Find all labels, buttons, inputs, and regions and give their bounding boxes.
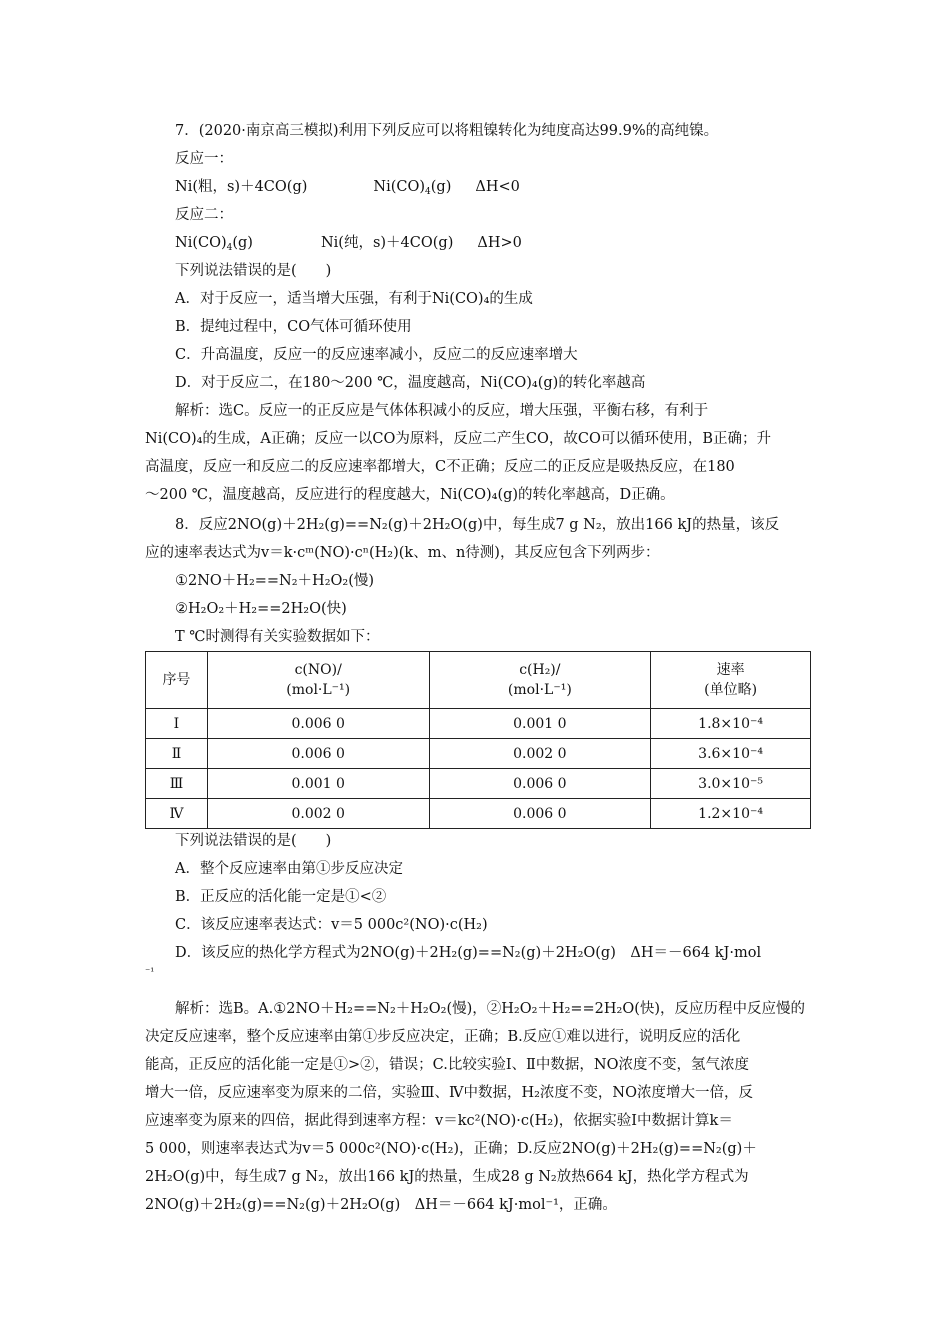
table-cell: 0.006 0 bbox=[207, 739, 429, 769]
q7-explanation-line: 解析：选C。反应一的正反应是气体体积减小的反应，增大压强，平衡右移，有利于 bbox=[175, 403, 709, 419]
q7-reaction2-reactant: $Ni(CO)_4(g)$ bbox=[175, 235, 253, 253]
q8-explanation-line: 决定反应速率，整个反应速率由第①步反应决定，正确；B.反应①难以进行，说明反应的活化 bbox=[145, 1029, 741, 1045]
q8-explanation-line: 5 000，则速率表达式为v＝5 000c²(NO)·c(H₂)，正确；D.反应2NO(g)＋2H₂(g)==N₂(g)＋ bbox=[145, 1141, 757, 1157]
header-c-no: c(NO)/ (mol·L⁻¹) bbox=[207, 652, 429, 709]
q8-step-2: ②H₂O₂＋H₂==2H₂O(快) bbox=[175, 601, 347, 617]
q8-stem-line: 应的速率表达式为v＝k·cᵐ(NO)·cⁿ(H₂)(k、m、n待测)，其反应包含下列两步： bbox=[145, 545, 660, 561]
q8-question: 下列说法错误的是( ) bbox=[175, 833, 332, 849]
q7-reaction2-products: Ni(纯，s)＋4CO(g) bbox=[320, 235, 454, 251]
table-cell: Ⅱ bbox=[146, 739, 208, 769]
q8-explanation-line: 解析：选B。A.①2NO＋H₂==N₂＋H₂O₂(慢)，②H₂O₂＋H₂==2H₂O(快)，反应历程中反应慢的 bbox=[175, 1001, 806, 1017]
table-cell: 0.001 0 bbox=[429, 709, 651, 739]
q7-reaction1-reactants: Ni(粗，s)＋4CO(g) bbox=[175, 179, 308, 195]
table-row bbox=[146, 769, 811, 799]
q7-option-b: B．提纯过程中，CO气体可循环使用 bbox=[175, 319, 412, 335]
q7-reaction1-label: 反应一： bbox=[175, 151, 233, 167]
q7-option-d: D．对于反应二，在180～200 ℃，温度越高，Ni(CO)₄(g)的转化率越高 bbox=[175, 375, 646, 391]
q7-reaction1-enthalpy: ΔH<0 bbox=[475, 179, 520, 195]
table-row bbox=[146, 739, 811, 769]
q8-option-c: C．该反应速率表达式：v＝5 000c²(NO)·c(H₂) bbox=[175, 917, 488, 933]
q7-explanation-line: Ni(CO)₄的生成，A正确；反应一以CO为原料，反应二产生CO，故CO可以循环使用，B正确；升 bbox=[145, 431, 772, 447]
header-c-h2: c(H₂)/ (mol·L⁻¹) bbox=[429, 652, 651, 709]
experiment-data-table bbox=[145, 651, 811, 829]
q7-question: 下列说法错误的是( ) bbox=[175, 263, 332, 279]
q7-stem: 7．(2020·南京高三模拟)利用下列反应可以将粗镍转化为纯度高达99.9%的高纯镍。 bbox=[175, 123, 719, 139]
table-cell: 1.8×10⁻⁴ bbox=[651, 709, 811, 739]
table-cell: 3.6×10⁻⁴ bbox=[651, 739, 811, 769]
table-cell: Ⅰ bbox=[146, 709, 208, 739]
q8-table-intro: T ℃时测得有关实验数据如下： bbox=[175, 629, 380, 645]
q7-reaction2-label: 反应二： bbox=[175, 207, 233, 223]
q8-stem-line: 8．反应2NO(g)＋2H₂(g)==N₂(g)＋2H₂O(g)中，每生成7 g N₂，放出166 kJ的热量，该反 bbox=[175, 517, 780, 533]
q8-explanation-line: 2NO(g)＋2H₂(g)==N₂(g)＋2H₂O(g) ΔH＝－664 kJ·mol⁻¹，正确。 bbox=[145, 1197, 617, 1213]
q8-step-1: ①2NO＋H₂==N₂＋H₂O₂(慢) bbox=[175, 573, 375, 589]
table-cell: 0.002 0 bbox=[207, 799, 429, 829]
q8-explanation-line: 应速率变为原来的四倍，据此得到速率方程：v＝kc²(NO)·c(H₂)，依据实验Ⅰ中数据计算k＝ bbox=[145, 1113, 733, 1129]
table-cell: 0.002 0 bbox=[429, 739, 651, 769]
table-cell: 0.006 0 bbox=[429, 769, 651, 799]
table-cell: 3.0×10⁻⁵ bbox=[651, 769, 811, 799]
q8-explanation-line: 能高，正反应的活化能一定是①>②，错误；C.比较实验Ⅰ、Ⅱ中数据，NO浓度不变，氢气浓度 bbox=[145, 1057, 749, 1073]
q7-reaction1-product: $Ni(CO)_4(g)$ bbox=[373, 179, 452, 197]
table-row bbox=[146, 799, 811, 829]
q8-option-d: D．该反应的热化学方程式为2NO(g)＋2H₂(g)==N₂(g)＋2H₂O(g) ΔH＝－664 kJ·mol bbox=[175, 945, 762, 961]
q7-reaction2-enthalpy: ΔH>0 bbox=[477, 235, 522, 251]
q8-explanation-line: 增大一倍，反应速率变为原来的二倍，实验Ⅲ、Ⅳ中数据，H₂浓度不变，NO浓度增大一倍，反 bbox=[145, 1085, 753, 1101]
table-header-row bbox=[146, 652, 811, 709]
table-row bbox=[146, 709, 811, 739]
table-cell: Ⅲ bbox=[146, 769, 208, 799]
q7-option-c: C．升高温度，反应一的反应速率减小，反应二的反应速率增大 bbox=[175, 347, 578, 363]
q8-option-b: B．正反应的活化能一定是①<② bbox=[175, 889, 387, 905]
q8-option-d-unit-tail: ⁻¹ bbox=[145, 967, 155, 978]
table-cell: 0.006 0 bbox=[207, 709, 429, 739]
table-cell: 1.2×10⁻⁴ bbox=[651, 799, 811, 829]
q8-explanation-line: 2H₂O(g)中，每生成7 g N₂，放出166 kJ的热量，生成28 g N₂放热664 kJ，热化学方程式为 bbox=[145, 1169, 749, 1185]
table-cell: Ⅳ bbox=[146, 799, 208, 829]
q7-option-a: A．对于反应一，适当增大压强，有利于Ni(CO)₄的生成 bbox=[175, 291, 533, 307]
header-index: 序号 bbox=[146, 652, 208, 709]
table-cell: 0.001 0 bbox=[207, 769, 429, 799]
q7-explanation-line: 高温度，反应一和反应二的反应速率都增大，C不正确；反应二的正反应是吸热反应，在180 bbox=[145, 459, 735, 475]
q8-option-a: A．整个反应速率由第①步反应决定 bbox=[175, 861, 403, 877]
q7-reaction2 bbox=[175, 233, 522, 253]
q7-explanation-line: ～200 ℃，温度越高，反应进行的程度越大，Ni(CO)₄(g)的转化率越高，D正确。 bbox=[145, 487, 675, 503]
q7-reaction1 bbox=[175, 177, 520, 197]
table-cell: 0.006 0 bbox=[429, 799, 651, 829]
header-rate: 速率 (单位略) bbox=[651, 652, 811, 709]
